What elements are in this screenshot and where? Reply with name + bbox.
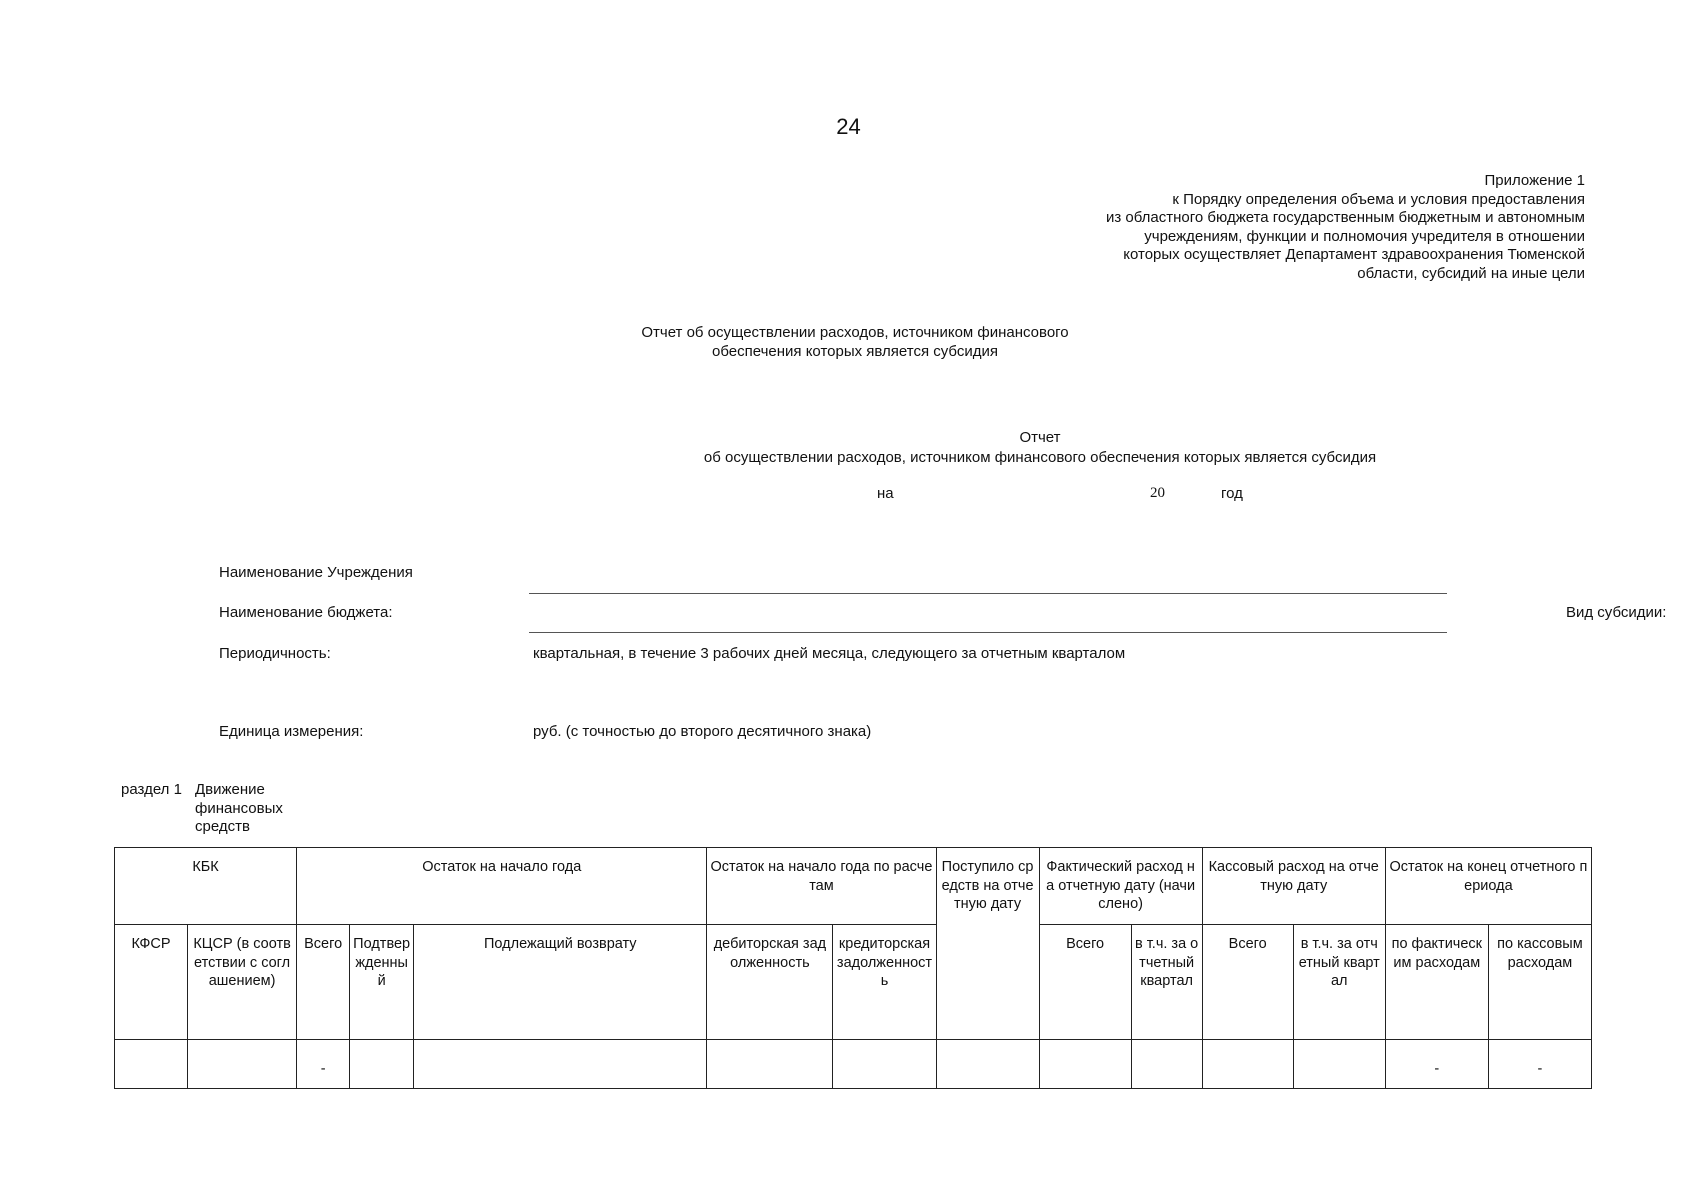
periodicity-label: Периодичность: xyxy=(219,645,331,662)
cell-cash-total[interactable] xyxy=(1202,1040,1293,1089)
financial-flow-table xyxy=(114,847,1592,1089)
header-opening-balance-settlements: Остаток на начало года по расчетам xyxy=(707,848,936,925)
section-title: Движение финансовых средств xyxy=(195,781,283,835)
date-suffix: год xyxy=(1221,485,1243,502)
report-title xyxy=(560,428,1520,468)
subheader-receivables: дебиторская задолженность xyxy=(707,925,833,1040)
table-subheader-row xyxy=(115,925,1592,1040)
cell-kfsr[interactable] xyxy=(115,1040,188,1089)
subheader-cash-quarter: в т.ч. за отчетный квартал xyxy=(1293,925,1385,1040)
institution-field-line[interactable] xyxy=(529,593,1447,594)
subheader-cash-total: Всего xyxy=(1202,925,1293,1040)
document-title-line: обеспечения которых является субсидия xyxy=(712,343,998,360)
date-year-prefix: 20 xyxy=(1150,485,1165,501)
cell-cash-quarter[interactable] xyxy=(1293,1040,1385,1089)
cell-total[interactable]: - xyxy=(297,1040,350,1089)
header-kbk: КБК xyxy=(115,848,297,925)
subheader-payables: кредиторская задолженность xyxy=(833,925,936,1040)
subheader-closing-actual: по фактическим расходам xyxy=(1385,925,1488,1040)
document-title-line: Отчет об осуществлении расходов, источником финансового xyxy=(641,324,1069,341)
report-title-line: Отчет xyxy=(1019,429,1061,446)
header-actual-expense: Фактический расход на отчетную дату (начислено) xyxy=(1039,848,1202,925)
subheader-to-return: Подлежащий возврату xyxy=(414,925,707,1040)
appendix-line: к Порядку определения объема и условия предоставления xyxy=(1172,190,1585,208)
appendix-line: учреждениям, функции и полномочия учредителя в отношении xyxy=(1144,227,1585,245)
appendix-block xyxy=(885,172,1585,283)
table-row xyxy=(115,1040,1592,1089)
header-opening-balance: Остаток на начало года xyxy=(297,848,707,925)
section-number: раздел 1 xyxy=(121,781,182,798)
institution-label: Наименование Учреждения xyxy=(219,564,413,581)
header-received: Поступило средств на отчетную дату xyxy=(936,848,1039,1040)
cell-closing-cash[interactable]: - xyxy=(1488,1040,1591,1089)
unit-label: Единица измерения: xyxy=(219,723,364,740)
cell-closing-actual[interactable]: - xyxy=(1385,1040,1488,1089)
table-header-row xyxy=(115,848,1592,925)
subheader-total: Всего xyxy=(297,925,350,1040)
subsidy-type-label: Вид субсидии: xyxy=(1566,604,1667,621)
subheader-confirmed: Подтвержденный xyxy=(350,925,414,1040)
cell-receivables[interactable] xyxy=(707,1040,833,1089)
subheader-kcsr: КЦСР (в соответствии с соглашением) xyxy=(188,925,297,1040)
header-closing-balance: Остаток на конец отчетного периода xyxy=(1385,848,1591,925)
document-title xyxy=(520,323,1190,361)
subheader-closing-cash: по кассовым расходам xyxy=(1488,925,1591,1040)
subheader-kfsr: КФСР xyxy=(115,925,188,1040)
subheader-actual-quarter: в т.ч. за отчетный квартал xyxy=(1131,925,1202,1040)
cell-to-return[interactable] xyxy=(414,1040,707,1089)
cell-actual-quarter[interactable] xyxy=(1131,1040,1202,1089)
cell-actual-total[interactable] xyxy=(1039,1040,1131,1089)
page-number: 24 xyxy=(836,114,861,139)
subheader-actual-total: Всего xyxy=(1039,925,1131,1040)
budget-label: Наименование бюджета: xyxy=(219,604,393,621)
appendix-line: области, субсидий на иные цели xyxy=(1357,264,1585,282)
budget-field-line[interactable] xyxy=(529,632,1447,633)
periodicity-value: квартальная, в течение 3 рабочих дней месяца, следующего за отчетным кварталом xyxy=(533,645,1126,662)
appendix-line: которых осуществляет Департамент здравоохранения Тюменской xyxy=(1123,246,1585,263)
appendix-line: из областного бюджета государственным бюджетным и автономным xyxy=(1106,209,1585,226)
cell-confirmed[interactable] xyxy=(350,1040,414,1089)
cell-kcsr[interactable] xyxy=(188,1040,297,1089)
header-cash-expense: Кассовый расход на отчетную дату xyxy=(1202,848,1385,925)
date-prefix: на xyxy=(877,485,894,502)
cell-received[interactable] xyxy=(936,1040,1039,1089)
appendix-line: Приложение 1 xyxy=(1484,172,1585,189)
unit-value: руб. (с точностью до второго десятичного знака) xyxy=(533,723,872,740)
cell-payables[interactable] xyxy=(833,1040,936,1089)
report-title-line: об осуществлении расходов, источником финансового обеспечения которых является субсидия xyxy=(703,449,1377,466)
